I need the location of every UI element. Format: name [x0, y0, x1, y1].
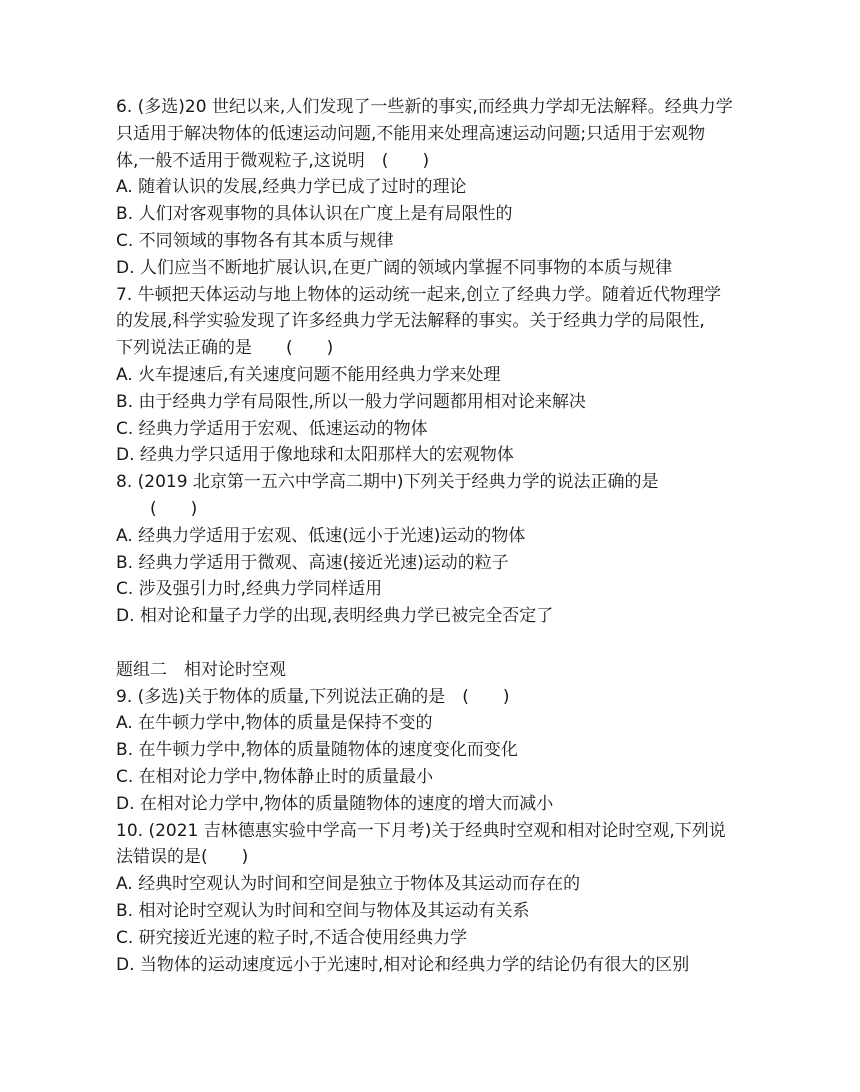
question-7-option-b: B. 由于经典力学有局限性,所以一般力学问题都用相对论来解决 — [116, 391, 586, 412]
question-9-stem-line-1: 9. (多选)关于物体的质量,下列说法正确的是 ( ) — [116, 686, 510, 707]
question-8-stem-line-1: 8. (2019 北京第一五六中学高二期中)下列关于经典力学的说法正确的是 — [116, 472, 659, 493]
question-8-option-b: B. 经典力学适用于微观、高速(接近光速)运动的粒子 — [116, 552, 509, 573]
question-10-option-b: B. 相对论时空观认为时间和空间与物体及其运动有关系 — [116, 900, 530, 921]
question-6-stem-line-2: 只适用于解决物体的低速运动问题,不能用来处理高速运动问题;只适用于宏观物 — [116, 123, 706, 144]
question-list — [116, 94, 756, 978]
question-9-option-d: D. 在相对论力学中,物体的质量随物体的速度的增大而减小 — [116, 793, 554, 814]
question-9-option-c: C. 在相对论力学中,物体静止时的质量最小 — [116, 766, 434, 787]
question-10-stem-line-2: 法错误的是( ) — [116, 847, 249, 868]
question-10-option-a: A. 经典时空观认为时间和空间是独立于物体及其运动而存在的 — [116, 874, 581, 895]
question-7-stem-line-3: 下列说法正确的是 ( ) — [116, 338, 334, 359]
question-6-stem-line-3: 体,一般不适用于微观粒子,这说明 ( ) — [116, 150, 430, 171]
question-10 — [116, 818, 756, 979]
question-7-stem-line-1: 7. 牛顿把天体运动与地上物体的运动统一起来,创立了经典力学。随着近代物理学 — [116, 284, 722, 305]
question-7-option-d: D. 经典力学只适用于像地球和太阳那样大的宏观物体 — [116, 445, 514, 466]
question-6 — [116, 94, 756, 282]
question-8 — [116, 469, 756, 630]
question-6-option-b: B. 人们对客观事物的具体认识在广度上是有局限性的 — [116, 204, 513, 225]
question-6-stem-line-1: 6. (多选)20 世纪以来,人们发现了一些新的事实,而经典力学却无法解释。经典力学 — [116, 97, 733, 117]
question-7 — [116, 282, 756, 470]
question-8-option-d: D. 相对论和量子力学的出现,表明经典力学已被完全否定了 — [116, 606, 554, 627]
question-9-option-b: B. 在牛顿力学中,物体的质量随物体的速度变化而变化 — [116, 740, 518, 761]
question-9-option-a: A. 在牛顿力学中,物体的质量是保持不变的 — [116, 713, 433, 734]
question-6-option-a: A. 随着认识的发展,经典力学已成了过时的理论 — [116, 177, 467, 198]
question-8-option-c: C. 涉及强引力时,经典力学同样适用 — [116, 579, 383, 600]
question-7-option-c: C. 经典力学适用于宏观、低速运动的物体 — [116, 418, 428, 439]
question-10-option-d: D. 当物体的运动速度远小于光速时,相对论和经典力学的结论仍有很大的区别 — [116, 954, 690, 975]
section-spacer — [116, 630, 756, 657]
question-7-stem-line-2: 的发展,科学实验发现了许多经典力学无法解释的事实。关于经典力学的局限性, — [116, 311, 705, 332]
question-10-option-c: C. 研究接近光速的粒子时,不适合使用经典力学 — [116, 927, 468, 948]
question-8-option-a: A. 经典力学适用于宏观、低速(远小于光速)运动的物体 — [116, 525, 526, 546]
question-10-stem-line-1: 10. (2021 吉林德惠实验中学高一下月考)关于经典时空观和相对论时空观,下列说 — [116, 820, 726, 841]
question-7-option-a: A. 火车提速后,有关速度问题不能用经典力学来处理 — [116, 364, 501, 385]
question-6-option-d: D. 人们应当不断地扩展认识,在更广阔的领域内掌握不同事物的本质与规律 — [116, 257, 673, 278]
section-heading: 题组二 相对论时空观 — [116, 659, 286, 680]
question-6-option-c: C. 不同领域的事物各有其本质与规律 — [116, 230, 394, 251]
question-8-stem-line-2: ( ) — [116, 498, 198, 519]
question-9 — [116, 684, 756, 818]
